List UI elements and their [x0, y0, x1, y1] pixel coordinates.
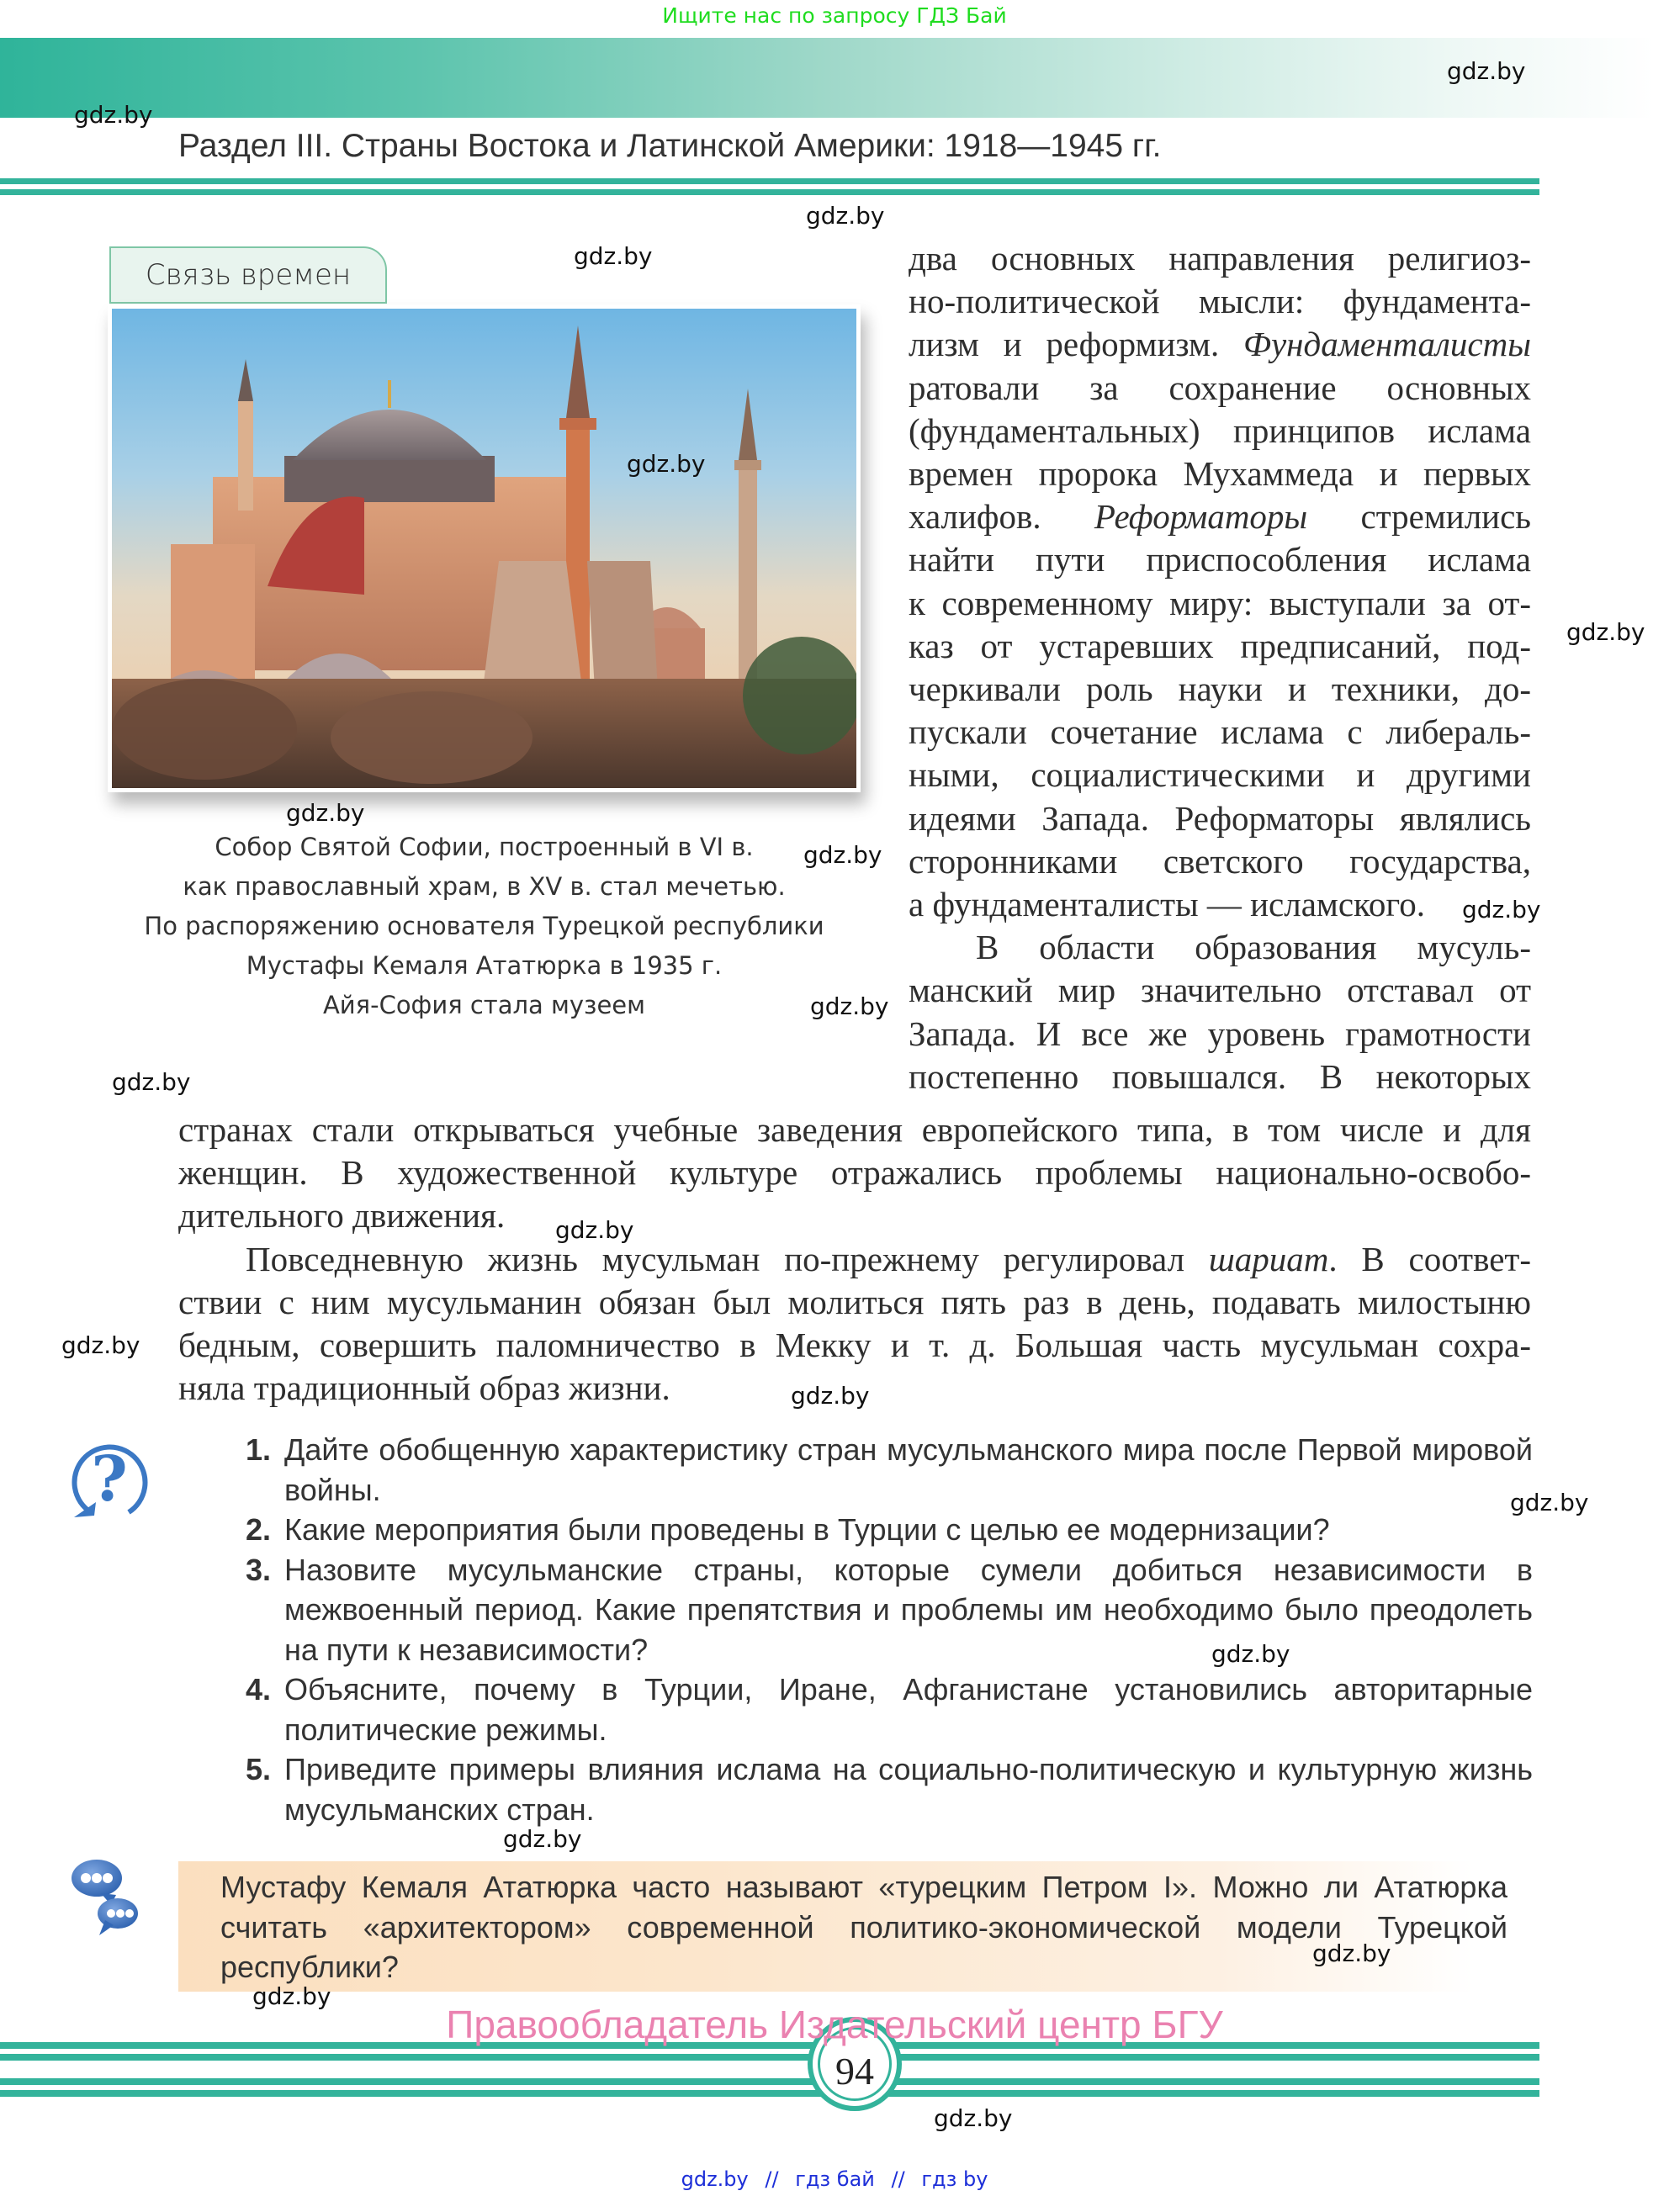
body-line: каз от устаревших предписаний, под- — [909, 626, 1531, 665]
caption-line: как православный храм, в XV в. стал мечетью. — [183, 872, 786, 901]
footer-line-4 — [0, 2090, 1539, 2097]
body-line: черкивали роль науки и техники, до- — [909, 669, 1531, 709]
footer-separator: // — [765, 2167, 779, 2191]
body-text-run: халифов. — [909, 497, 1094, 537]
watermark: gdz.by — [810, 992, 889, 1020]
term-fundamentalists: Фундаменталисты — [1242, 325, 1531, 364]
chat-bubbles-icon — [67, 1853, 143, 1937]
body-line: (фундаментальных) принципов ислама — [909, 410, 1531, 450]
watermark: gdz.by — [803, 841, 882, 869]
question-number: 4. — [246, 1672, 272, 1707]
search-hint-text: Ищите нас по запросу ГДЗ Бай — [662, 3, 1007, 28]
question-circle-icon — [66, 1440, 154, 1520]
caption-line: Мустафы Кемаля Ататюрка в 1935 г. — [246, 951, 723, 980]
watermark: gdz.by — [286, 799, 365, 827]
body-line — [909, 323, 1531, 366]
body-text-full — [178, 1109, 1531, 1410]
body-line: странах стали открываться учебные заведения европейского типа, в том числе и для — [178, 1110, 1531, 1149]
header-band — [0, 38, 1655, 118]
body-line: но-политической мысли: фундамента- — [909, 282, 1531, 321]
body-line: времен пророка Мухаммеда и первых — [909, 454, 1531, 494]
header-divider-line-2 — [0, 189, 1539, 195]
watermark: gdz.by — [1510, 1489, 1589, 1516]
body-line: идеями Запада. Реформаторы являлись — [909, 798, 1531, 838]
footer-link-gdz-by[interactable]: gdz.by — [681, 2167, 749, 2191]
section-label-svyaz-vremen: Связь времен — [109, 246, 387, 304]
caption-line: По распоряжению основателя Турецкой республики — [144, 912, 824, 940]
body-text-run: . В соответ- — [1328, 1239, 1531, 1278]
question-text: Дайте обобщенную характеристику стран мусульманского мира после Первой мировой войны. — [284, 1432, 1533, 1507]
question-item — [246, 1430, 1533, 1510]
caption-line: Собор Святой Софии, построенный в VI в. — [215, 833, 754, 861]
question-number: 5. — [246, 1752, 272, 1786]
page-number: 94 — [835, 2049, 874, 2093]
watermark: gdz.by — [74, 101, 153, 129]
body-line: найти пути приспособления ислама — [909, 540, 1531, 579]
watermark: gdz.by — [1447, 57, 1526, 85]
question-item — [246, 1550, 1533, 1670]
body-line: бедным, совершить паломничество в Мекку и т. д. Большая часть мусульман сохра- — [178, 1326, 1531, 1365]
watermark: gdz.by — [252, 1982, 331, 2010]
hagia-sophia-photo — [112, 309, 856, 788]
body-line: постепенно повышался. В некоторых — [909, 1056, 1531, 1096]
body-line: к современному миру: выступали за от- — [909, 583, 1531, 622]
question-text: Объясните, почему в Турции, Иране, Афганистане установились авторитарные политические режимы. — [284, 1672, 1533, 1747]
body-line: дительного движения. — [178, 1196, 506, 1236]
watermark: gdz.by — [574, 242, 653, 270]
watermark: gdz.by — [806, 202, 885, 230]
body-line: Запада. И все же уровень грамотности — [909, 1013, 1531, 1053]
body-line: а фундаменталисты — исламского. — [909, 885, 1425, 924]
watermark: gdz.by — [934, 2104, 1013, 2132]
watermark: gdz.by — [791, 1382, 870, 1410]
watermark: gdz.by — [503, 1825, 582, 1853]
body-line: В области образования мусуль- — [976, 928, 1531, 967]
question-text: Какие мероприятия были проведены в Турции с целью ее модернизации? — [284, 1512, 1330, 1547]
body-line — [909, 495, 1531, 538]
body-line: ствии с ним мусульманин обязан был молиться пять раз в день, подавать милостыню — [178, 1282, 1531, 1321]
header-divider-line-1 — [0, 178, 1539, 184]
watermark: gdz.by — [61, 1331, 140, 1359]
body-line: манский мир значительно отставал от — [909, 971, 1531, 1010]
body-line: пускали сочетание ислама с либераль- — [909, 712, 1531, 752]
body-text-column — [909, 237, 1531, 1098]
questions-list — [246, 1430, 1533, 1829]
footer-links — [0, 2167, 1669, 2191]
question-number: 2. — [246, 1512, 272, 1547]
question-item — [246, 1670, 1533, 1749]
question-text: Назовите мусульманские страны, которые сумели добиться независимости в межвоенный период. Какие препятствия и проблемы им необходимо было преодолеть на пути к независимости? — [284, 1552, 1533, 1667]
watermark: gdz.by — [555, 1216, 634, 1244]
body-line: ратовали за сохранение основных — [909, 368, 1531, 407]
body-line — [178, 1238, 1531, 1281]
discussion-text: Мустафу Кемаля Ататюрка часто называют «турецким Петром I». Можно ли Ататюрка считать «архитектором» современной политико-экономической модели Турецкой республики? — [220, 1870, 1507, 1984]
question-number: 1. — [246, 1432, 272, 1467]
question-item — [246, 1510, 1533, 1550]
body-text-run: лизм и реформизм. — [909, 325, 1243, 364]
watermark: gdz.by — [627, 450, 706, 478]
term-reformers: Реформаторы — [1094, 497, 1308, 537]
svg-text:?: ? — [91, 1443, 128, 1516]
body-line: сторонниками светского государства, — [909, 841, 1531, 881]
watermark: gdz.by — [1566, 618, 1645, 646]
question-item — [246, 1749, 1533, 1829]
watermark: gdz.by — [1211, 1640, 1290, 1668]
body-line: ными, социалистическими и другими — [909, 755, 1531, 795]
caption-line: Айя-София стала музеем — [322, 991, 646, 1019]
body-line: женщин. В художественной культуре отражались проблемы национально-освобо- — [178, 1153, 1531, 1193]
watermark: gdz.by — [1462, 896, 1541, 923]
photo-caption — [112, 828, 856, 1025]
copyright-overlay: Правообладатель Издательский центр БГУ — [446, 2003, 1223, 2046]
body-text-run: стремились — [1307, 497, 1531, 537]
body-line: няла традиционный образ жизни. — [178, 1368, 670, 1408]
footer-separator: // — [891, 2167, 905, 2191]
question-text: Приведите примеры влияния ислама на социально-политическую и культурную жизнь мусульманских стран. — [284, 1752, 1533, 1827]
question-number: 3. — [246, 1552, 272, 1587]
watermark: gdz.by — [112, 1068, 191, 1096]
watermark: gdz.by — [1312, 1939, 1391, 1967]
body-line: два основных направления религиоз- — [909, 239, 1531, 278]
footer-link-gdz-bai[interactable]: гдз бай — [795, 2167, 875, 2191]
term-sharia: шариат — [1208, 1239, 1329, 1278]
footer-link-gdz-by-cyr[interactable]: гдз by — [921, 2167, 988, 2191]
footer-line-3 — [0, 2078, 1539, 2085]
section-title: Раздел III. Страны Востока и Латинской Америки: 1918—1945 гг. — [178, 128, 1162, 164]
body-text-run: Повседневную жизнь мусульман по-прежнему регулировал — [246, 1239, 1209, 1278]
footer-line-2 — [0, 2054, 1539, 2061]
